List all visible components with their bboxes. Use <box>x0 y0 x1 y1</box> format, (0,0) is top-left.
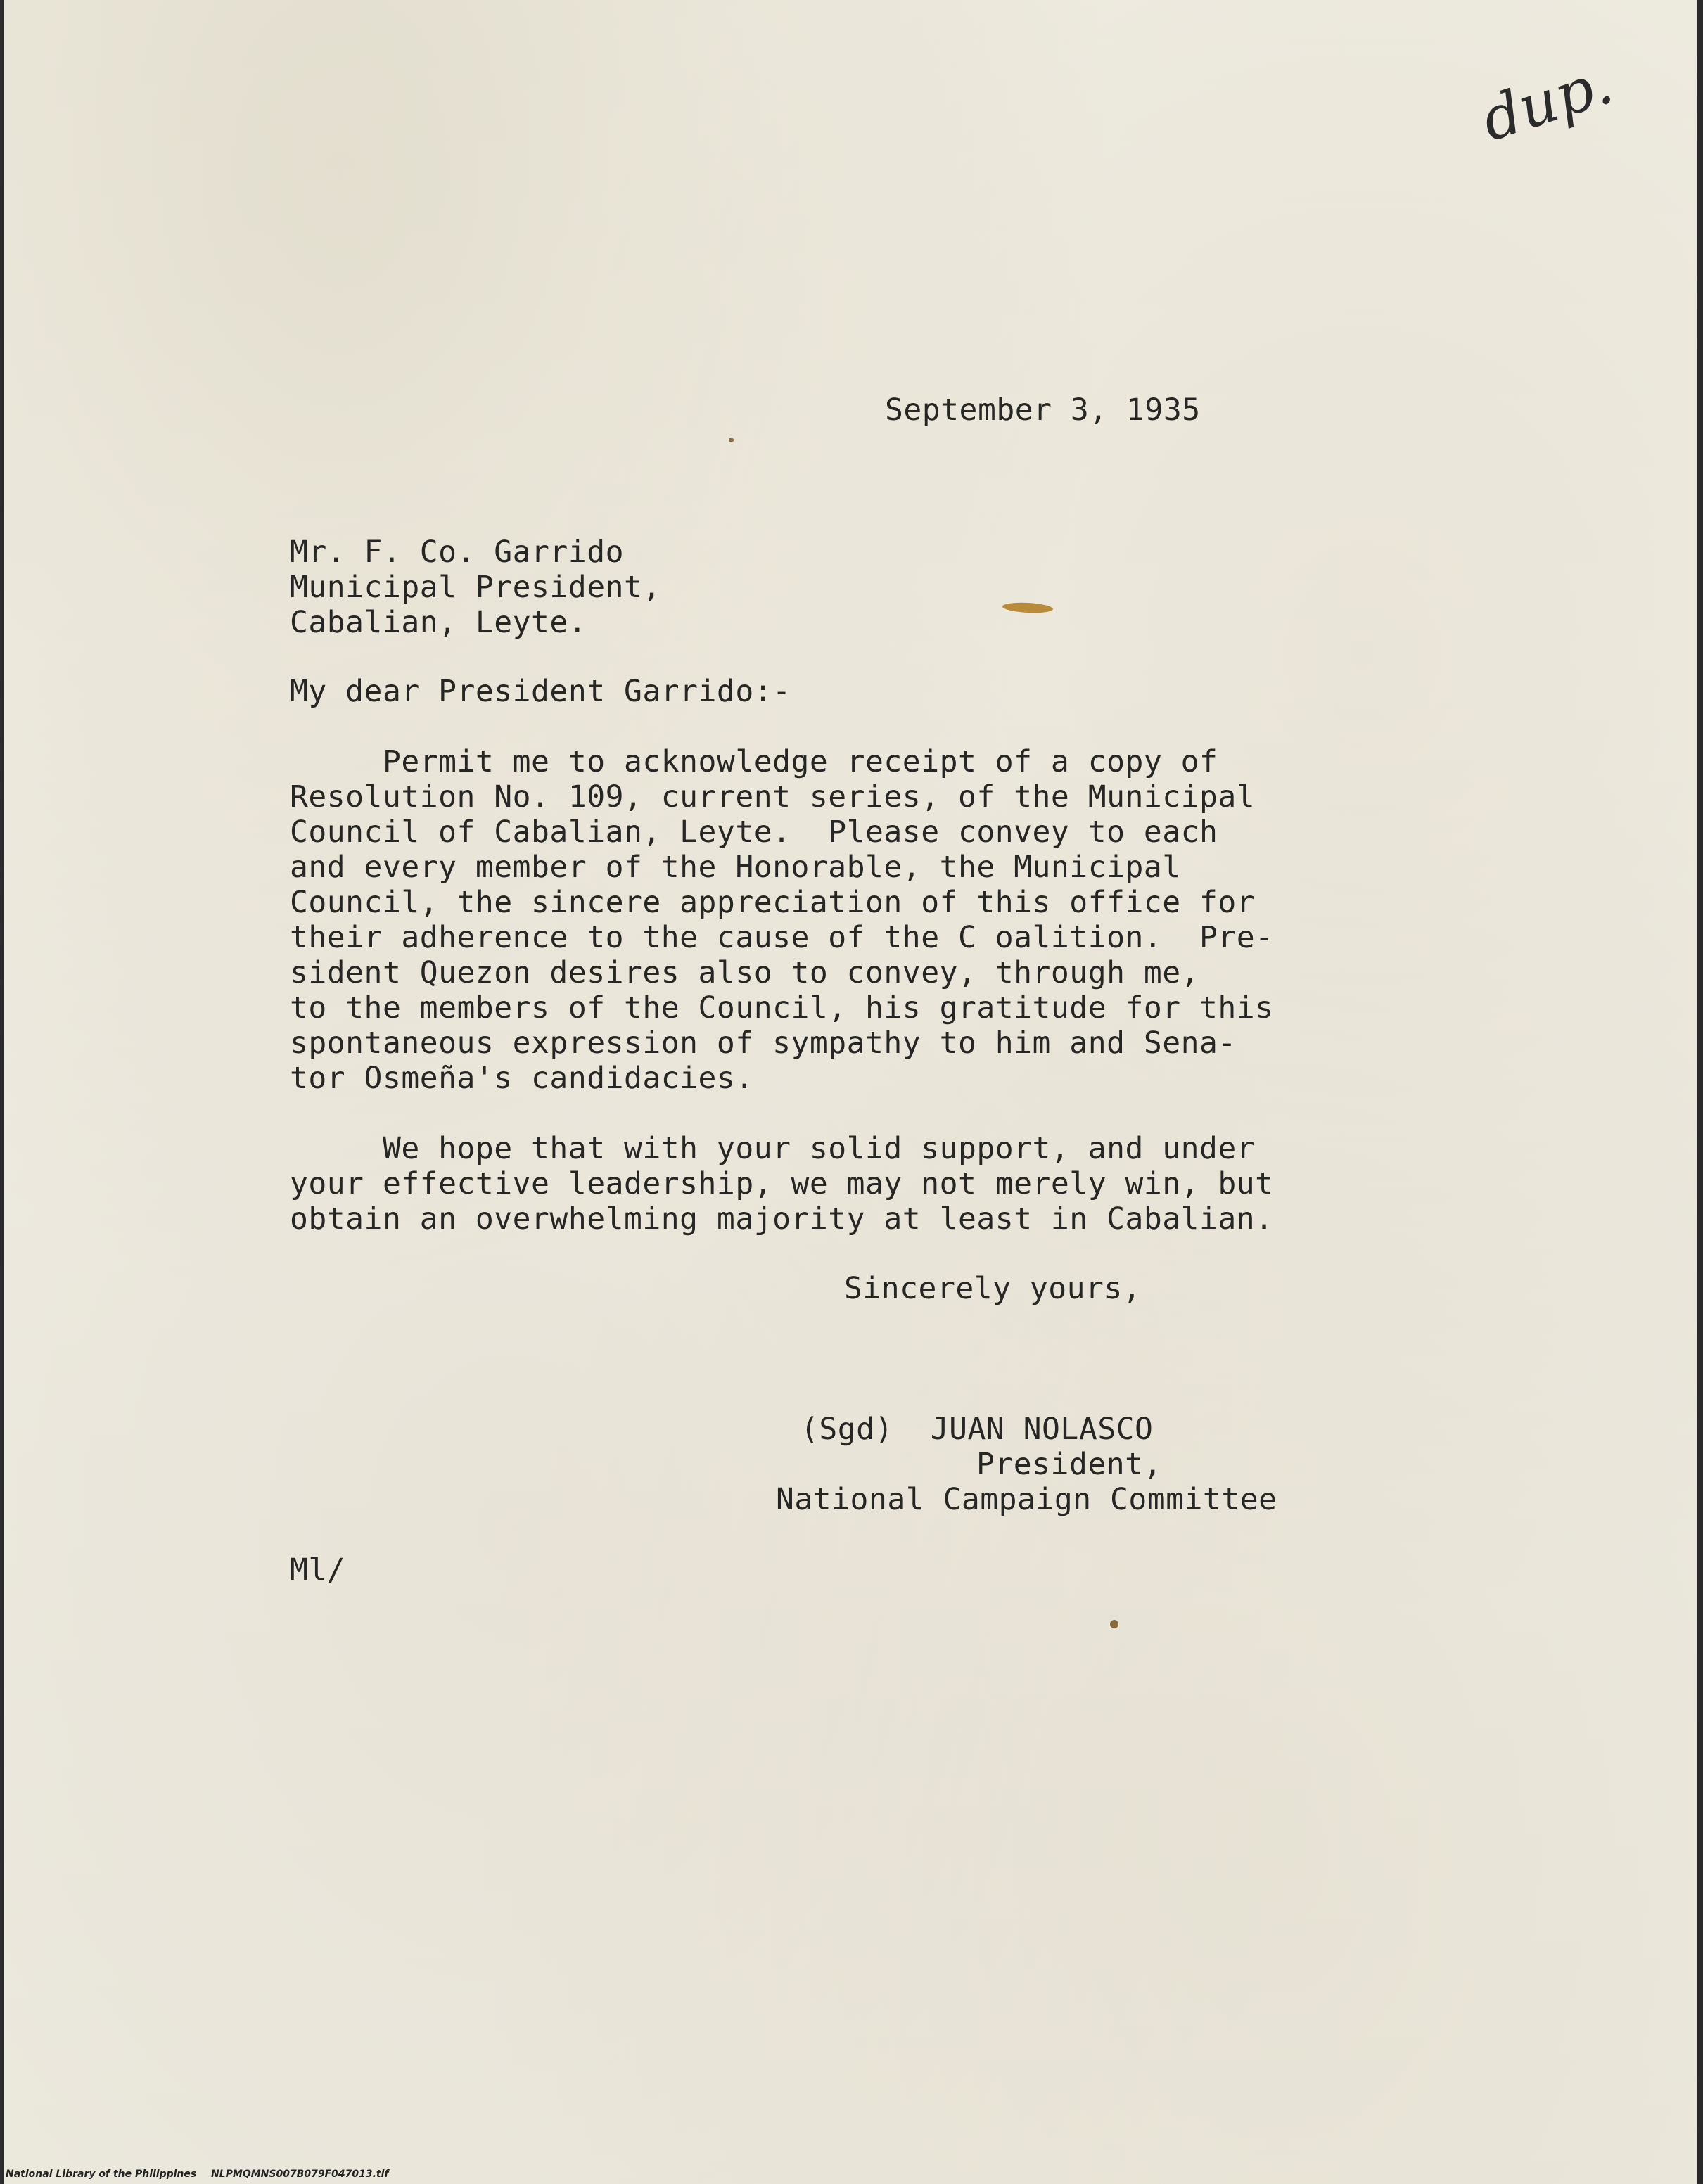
body-line: sident Quezon desires also to convey, through me, <box>290 955 1200 990</box>
reference-initials: Ml/ <box>290 1552 346 1588</box>
body-line: We hope that with your solid support, and under <box>290 1131 1256 1166</box>
signature-organization: National Campaign Committee <box>776 1482 1277 1517</box>
body-line: Permit me to acknowledge receipt of a copy of <box>290 744 1218 779</box>
body-line: obtain an overwhelming majority at least in Cabalian. <box>290 1201 1274 1237</box>
salutation: My dear President Garrido:- <box>290 674 791 709</box>
body-line: spontaneous expression of sympathy to him and Sena- <box>290 1026 1237 1061</box>
scan-edge-right <box>1697 0 1703 2184</box>
signature-name: (Sgd) JUAN NOLASCO <box>801 1412 1154 1447</box>
closing: Sincerely yours, <box>844 1271 1142 1306</box>
letter-date: September 3, 1935 <box>885 392 1201 428</box>
body-line: your effective leadership, we may not merely win, but <box>290 1166 1274 1201</box>
address-line: Mr. F. Co. Garrido <box>290 535 624 570</box>
body-line: and every member of the Honorable, the Municipal <box>290 850 1181 885</box>
signature-title: President, <box>976 1447 1162 1482</box>
body-line: tor Osmeña's candidacies. <box>290 1061 754 1096</box>
body-line: Resolution No. 109, current series, of the Municipal <box>290 779 1256 815</box>
scan-edge-left <box>0 0 4 2184</box>
footer-file-id: NLPMQMNS007B079F047013.tif <box>211 2169 389 2180</box>
address-line: Cabalian, Leyte. <box>290 605 587 640</box>
address-line: Municipal President, <box>290 570 661 605</box>
paper-speck <box>1110 1620 1118 1628</box>
handwritten-note: dup. <box>1473 48 1621 155</box>
body-line: to the members of the Council, his gratitude for this <box>290 990 1274 1026</box>
paper-speck <box>729 438 734 442</box>
paper-stain <box>1002 601 1054 614</box>
footer-institution: National Library of the Philippines <box>6 2169 197 2180</box>
body-line: Council, the sincere appreciation of this office for <box>290 885 1256 920</box>
body-line: their adherence to the cause of the C oalition. Pre- <box>290 920 1274 955</box>
body-line: Council of Cabalian, Leyte. Please convey to each <box>290 815 1218 850</box>
